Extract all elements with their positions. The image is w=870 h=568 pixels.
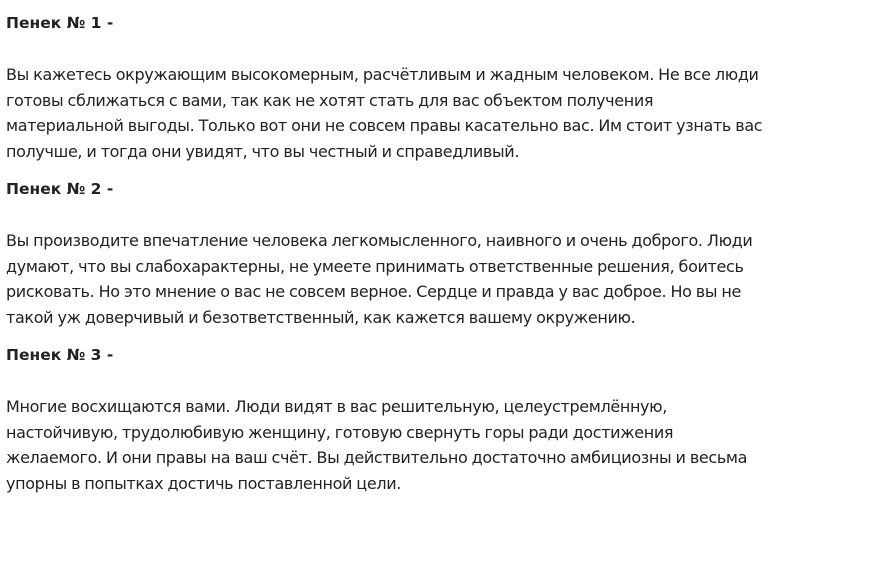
section-heading: Пенек № 1 -	[6, 14, 114, 32]
paragraph-line: думают, что вы слабохарактерны, не умеете принимать ответственные решения, боитесь	[6, 256, 744, 276]
paragraph-line: Вы кажетесь окружающим высокомерным, расчётливым и жадным человеком. Не все люди	[6, 65, 759, 84]
paragraph-line: упорны в попытках достичь поставленной цели.	[6, 473, 402, 493]
section-stump-3	[6, 342, 870, 496]
section-paragraph	[6, 394, 856, 496]
paragraph-line: рисковать. Но это мнение о вас не совсем верное. Сердце и правда у вас доброе. Но вы не	[6, 282, 742, 301]
paragraph-line: такой уж доверчивый и безответственный, как кажется вашему окружению.	[6, 307, 636, 327]
paragraph-line: готовы сближаться с вами, так как не хотят стать для вас объектом получения	[6, 90, 654, 110]
section-paragraph	[6, 228, 856, 330]
paragraph-line: материальной выгоды. Только вот они не совсем правы касательно вас. Им стоит узнать вас	[6, 116, 763, 135]
section-heading: Пенек № 2 -	[6, 180, 114, 198]
section-paragraph	[6, 62, 856, 164]
paragraph-line: Вы производите впечатление человека легкомысленного, наивного и очень доброго. Люди	[6, 231, 753, 250]
section-heading: Пенек № 3 -	[6, 346, 114, 364]
document-page	[0, 10, 870, 568]
section-stump-1	[6, 10, 870, 164]
paragraph-line: желаемого. И они правы на ваш счёт. Вы действительно достаточно амбициозны и весьма	[6, 448, 748, 467]
paragraph-line: настойчивую, трудолюбивую женщину, готовую свернуть горы ради достижения	[6, 422, 674, 442]
paragraph-line: Многие восхищаются вами. Люди видят в вас решительную, целеустремлённую,	[6, 397, 668, 416]
section-stump-2	[6, 176, 870, 330]
paragraph-line: получше, и тогда они увидят, что вы честный и справедливый.	[6, 141, 520, 161]
